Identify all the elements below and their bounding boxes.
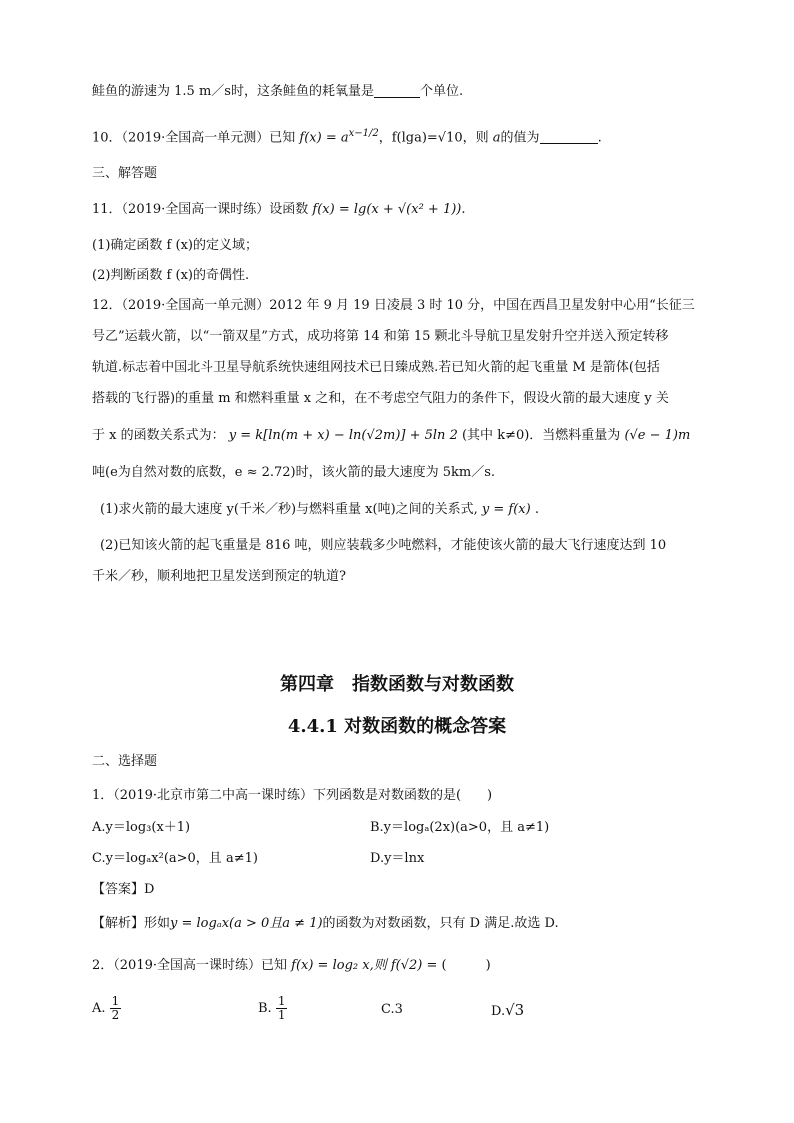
q2-prefix: 2．（2019·全国高一课时练）已知	[92, 958, 287, 973]
q12-line-5	[92, 426, 690, 446]
chapter-title: 第四章 指数函数与对数函数	[280, 674, 514, 695]
q12-velocity-formula: y = k[ln(m + x) − ln(√2m)] + 5ln 2	[228, 428, 458, 443]
answer-blank	[374, 83, 420, 98]
q12-line-3: 轨道.标志着中国北斗卫星导航系统快速组网技术已日臻成熟.若已知火箭的起飞重量 M 是箭体(包括	[92, 360, 660, 375]
option-c: C.y＝logₐx²(a>0，且 a≠1)	[92, 851, 258, 866]
q11-part-2: (2)判断函数 f (x)的奇偶性.	[92, 268, 250, 283]
fraction-denominator: 2	[111, 1008, 120, 1022]
q12-sub-2-line-2: 千米／秒，顺利地把卫星发送到预定的轨道?	[92, 569, 346, 584]
q10-function: f(x) = a	[299, 130, 349, 146]
question-10: 10．（2019·全国高一单元测）已知 $f(x) = a^{x-1/2}$，f(lga)=√10，则 a的值为 .	[92, 128, 602, 146]
q12-fuel-weight: (√e − 1)m	[624, 428, 691, 443]
answer-label: 【答案】D	[92, 882, 155, 897]
q11-prefix: 11．（2019·全国高一课时练）设函数	[92, 202, 309, 217]
option-b: B.y＝logₐ(2x)(a>0，且 a≠1)	[370, 820, 550, 835]
q10-exponent: x−1/2	[348, 128, 379, 139]
option-d: D.y＝lnx	[370, 851, 425, 866]
q11-formula: f(x) = lg(x + √(x² + 1))	[312, 202, 462, 217]
q12-sub-1-end: .	[534, 502, 539, 517]
q2-option-b-fraction	[276, 995, 288, 1022]
analysis	[92, 914, 559, 934]
q10-condition: ，f(lga)=√10，则	[378, 130, 489, 146]
q10-variable: a	[492, 130, 501, 146]
q10-suffix: 的值为	[500, 130, 540, 146]
q9-tail	[92, 82, 463, 102]
analysis-formula: y = logₐx(a > 0且a ≠ 1)	[170, 916, 323, 931]
q2-option-b-label: B.	[258, 1001, 272, 1016]
fraction-numerator: 1	[277, 994, 286, 1008]
q2-paren: ( )	[441, 958, 491, 973]
q2-option-d-value: √3	[505, 1001, 525, 1019]
q10-prefix: 10．（2019·全国高一单元测）已知	[92, 130, 296, 146]
q12-line-1: 12．（2019·全国高一单元测）2012 年 9 月 19 日凌晨 3 时 10 分，中国在西昌卫星发射中心用“长征三	[92, 298, 695, 313]
q12-line-2: 号乙”运载火箭，以“一箭双星”方式，成功将第 14 和第 15 颗北斗导航卫星发射升空并送入预定转移	[92, 329, 669, 344]
q2-option-a-label: A.	[92, 1001, 106, 1016]
q2-option-c: C.3	[381, 1002, 403, 1017]
q12-line-6: 吨(e为自然对数的底数，e ≈ 2.72)时，该火箭的最大速度为 5km／s.	[92, 465, 496, 480]
question-11	[92, 200, 466, 220]
option-a: A.y＝log₃(x＋1)	[92, 820, 191, 835]
section-heading-2: 二、选择题	[92, 754, 158, 769]
q11-suffix: .	[461, 202, 466, 217]
answer-blank	[540, 129, 598, 144]
q12-line-5-text: 于 x 的函数关系式为：	[92, 428, 225, 443]
q9-text-end: 个单位.	[419, 84, 464, 99]
q2-option-a	[92, 995, 121, 1022]
q9-text: 鲑鱼的游速为 1.5 m／s时，这条鲑鱼的耗氧量是	[92, 84, 374, 99]
fraction-numerator: 1	[111, 994, 120, 1008]
q12-sub-1	[100, 500, 539, 520]
q12-sub-2-line-1: (2)已知该火箭的起飞重量是 816 吨，则应装载多少吨燃料，才能使该火箭的最大飞行速度达到 10	[100, 538, 667, 553]
analysis-label: 【解析】形如	[92, 916, 171, 931]
q12-sub-1-formula: y = f(x)	[481, 502, 531, 517]
q12-sub-1-text: (1)求火箭的最大速度 y(千米／秒)与燃料重量 x(吨)之间的关系式,	[100, 502, 478, 517]
q2-option-d	[491, 1000, 524, 1022]
q12-line-4: 搭载的飞行器)的重量 m 和燃料重量 x 之和，在不考虑空气阻力的条件下，假设火箭的最大速度 y 关	[92, 391, 669, 406]
q2-option-b	[258, 995, 287, 1022]
q2-formula: f(x) = log₂ x,则 f(√2) =	[291, 958, 438, 973]
q2-option-d-label: D.	[491, 1004, 506, 1019]
chapter-subtitle: 4.4.1 对数函数的概念答案	[287, 716, 507, 737]
analysis-text: 的函数为对数函数，只有 D 满足.故选 D.	[322, 916, 559, 931]
q11-part-1: (1)确定函数 f (x)的定义域；	[92, 238, 258, 253]
q12-line-5-text-b: (其中 k≠0)．当燃料重量为	[461, 428, 621, 443]
q2-option-a-fraction	[110, 995, 122, 1022]
answer-question-1: 1．（2019·北京市第二中高一课时练）下列函数是对数函数的是( )	[92, 788, 493, 803]
answer-question-2	[92, 956, 491, 976]
section-heading-3: 三、解答题	[92, 166, 158, 181]
fraction-denominator: 1	[277, 1008, 286, 1022]
